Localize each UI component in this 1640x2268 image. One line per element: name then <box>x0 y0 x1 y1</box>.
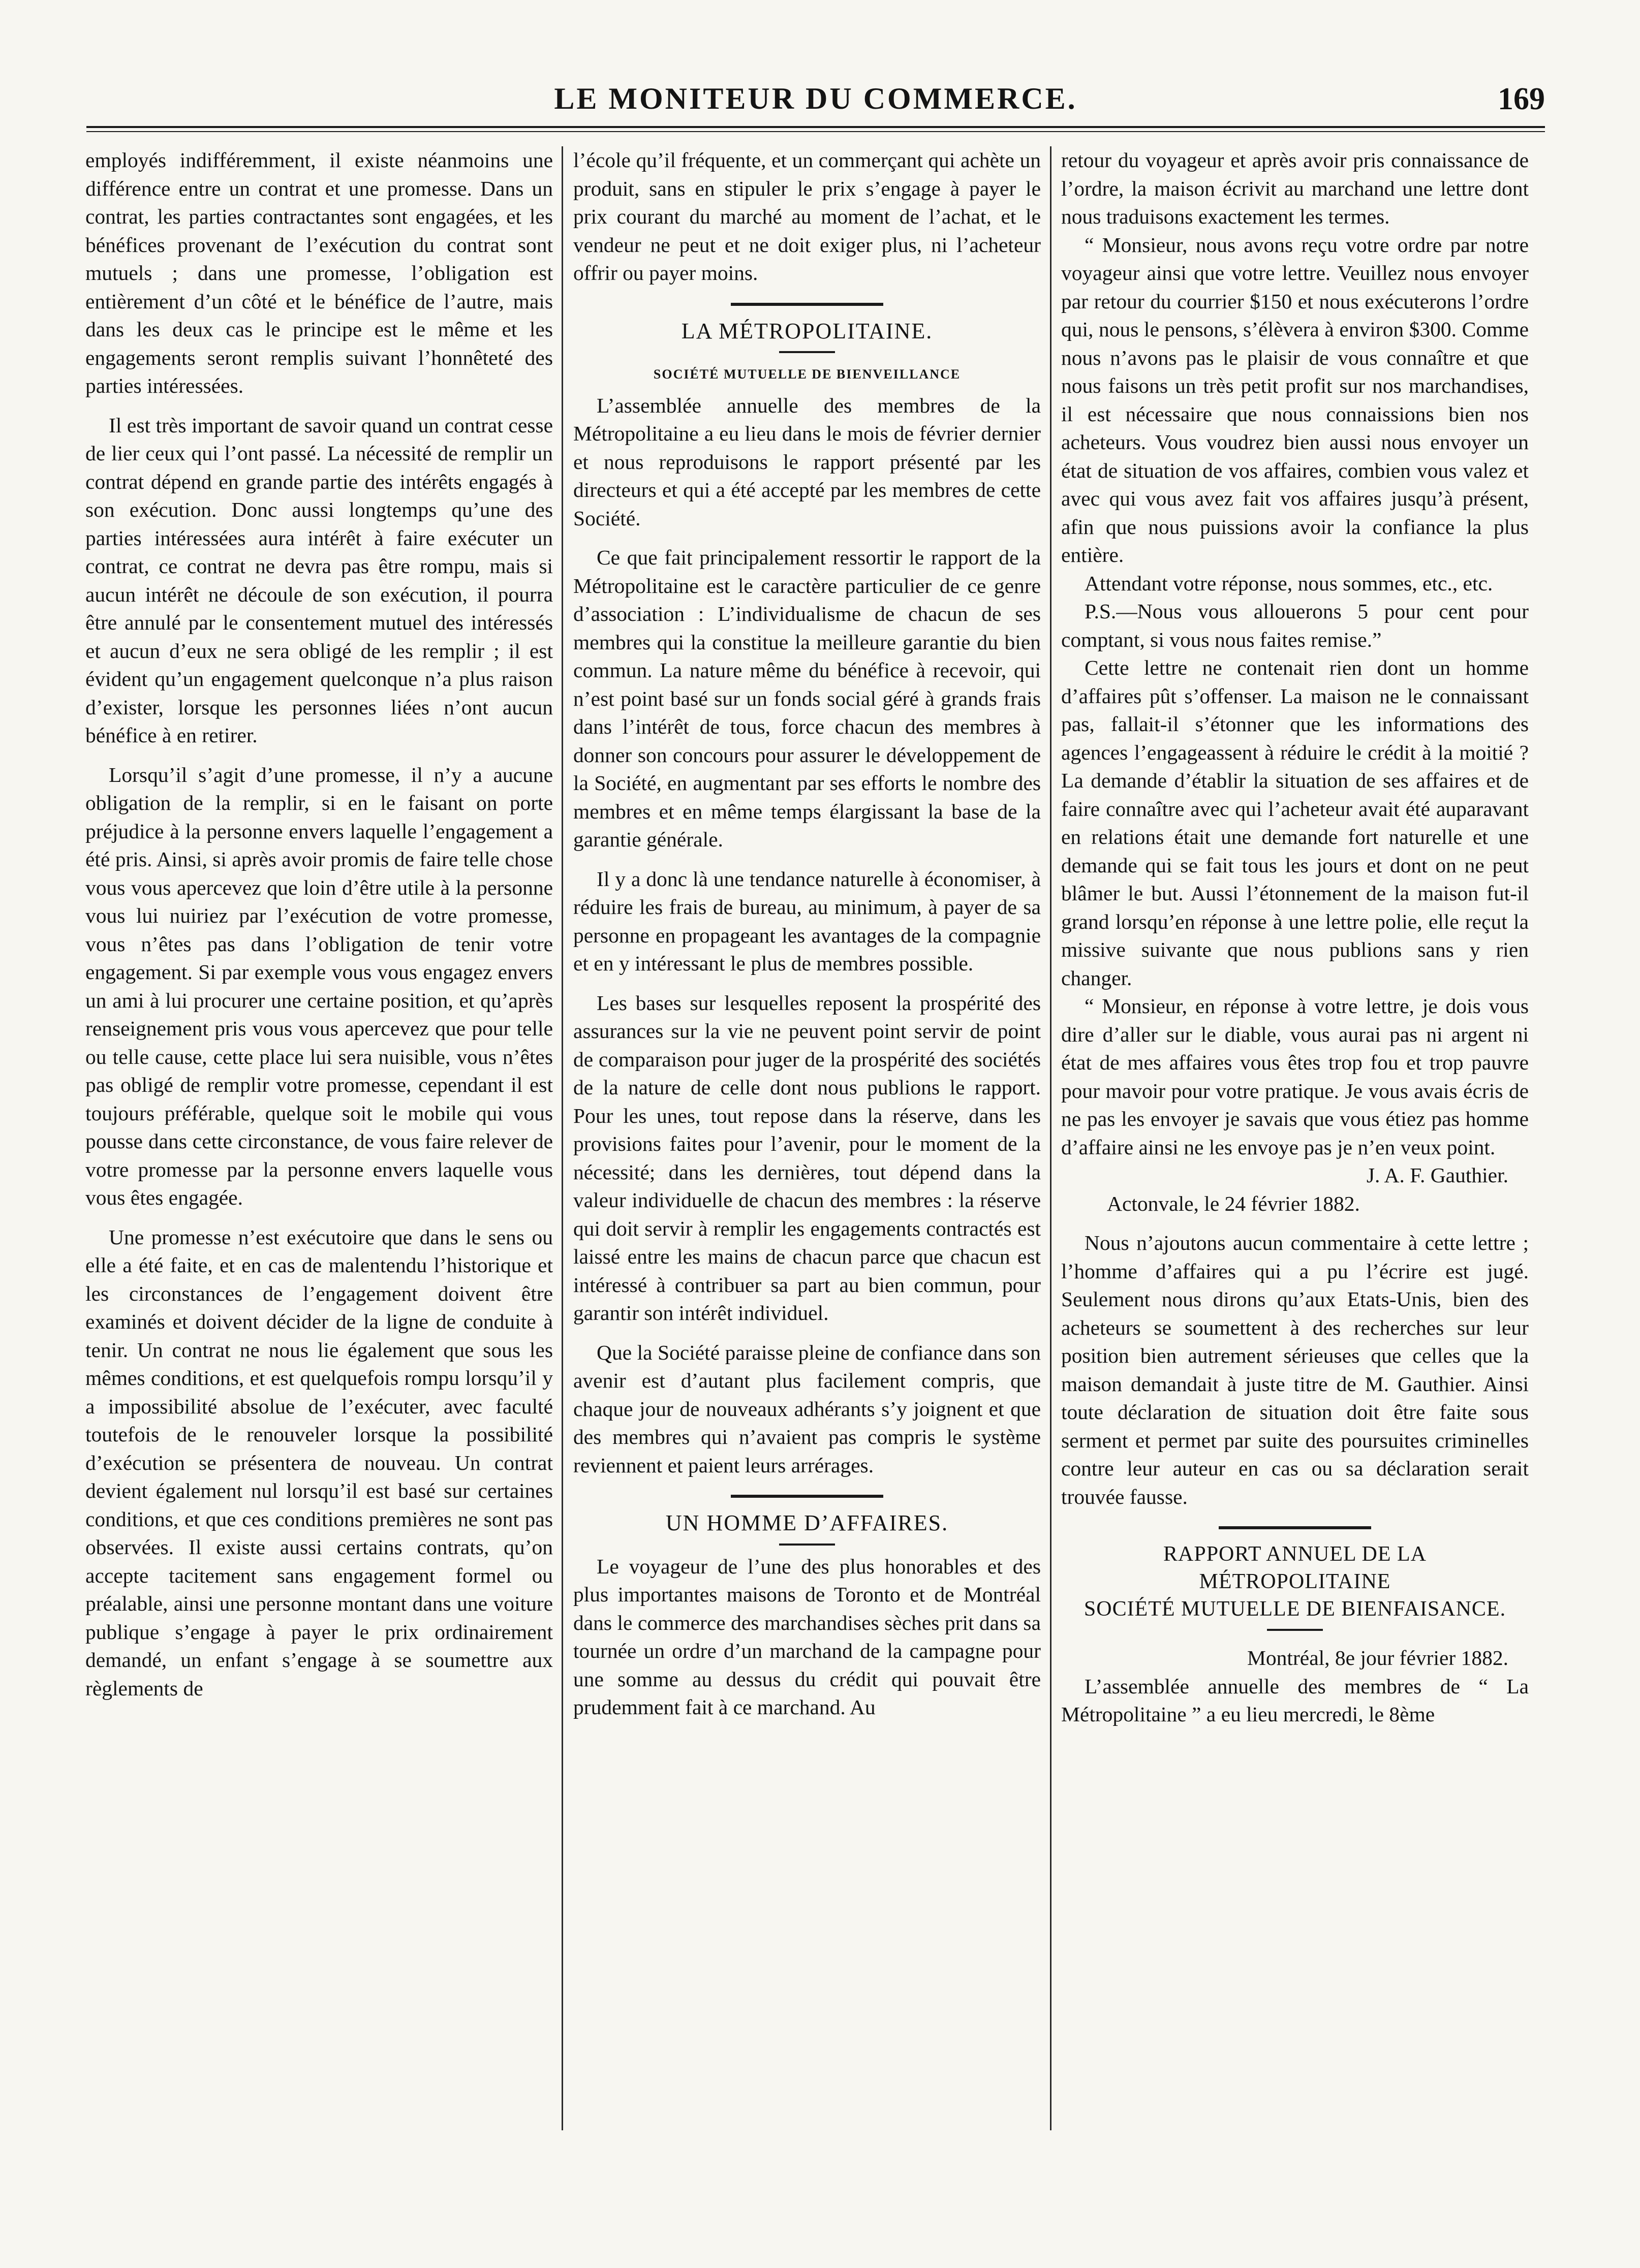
paragraph: P.S.—Nous vous allouerons 5 pour cent pour comptant, si vous nous faites remise.” <box>1061 600 1529 651</box>
title-divider <box>1267 1629 1323 1631</box>
column-3 <box>1061 146 1529 2199</box>
paragraph: Lorsqu’il s’agit d’une promesse, il n’y a aucune obligation de la remplir, si en le faisant on porte préjudice à la personne envers laquelle l’engagement a été pris. Ainsi, si après avoir promis de faire telle chose vous vous apercevez que loin d’être utile à la personne vous lui nuiriez par l’exécution de votre promesse, vous n’êtes pas dans l’obligation de tenir votre engagement. Si par exemple vous vous engagez envers un ami à lui procurer une certaine position, et qu’après renseignement pris vous vous apercevez que pour telle ou telle cause, cette place lui sera nuisible, vous n’êtes pas obligé de remplir votre promesse, cependant il est toujours préférable, quelque soit le mobile qui vous pousse dans cette circonstance, de vous faire relever de votre promesse par la personne envers laquelle vous vous êtes engagée. <box>85 763 553 1209</box>
paragraph: “ Monsieur, en réponse à votre lettre, je dois vous dire d’aller sur le diable, vous aurai pas ni argent ni état de mes affaires vous êtes trop fou et trop pauvre pour mavoir pour votre pratique. Je vous avais écris de ne pas les envoyer je savais que vous étiez pas homme d’affaire ainsi ne les envoye pas je n’en veux point. <box>1061 994 1529 1159</box>
section-divider <box>1219 1526 1371 1529</box>
paragraph: Ce que fait principalement ressortir le rapport de la Métropolitaine est le caractère particulier de ce genre d’association : L’individualisme de chacun de ses membres qui la constitue la meilleure garantie du bien commun. La nature même du bénéfice à recevoir, qui n’est point basé sur un fonds social géré à grands frais dans l’intérêt de tous, force chacun des membres à donner son concours pour assurer le développement de la Société, en augmentant par ses efforts le nombre des membres et en même temps élargissant la base de la garantie générale. <box>573 546 1041 851</box>
paragraph: Une promesse n’est exécutoire que dans le sens ou elle a été faite, et en cas de malentendu l’historique et les circonstances de l’engagement doivent être examinés et doivent décider de la ligne de conduite à tenir. Un contrat ne nous lie également que sous les mêmes conditions, et est quelquefois rompu lorsqu’il y a impossibilité absolue de l’exécuter, avec faculté toutefois de le renouveler lorsque la possibilité d’exécution se présentera de nouveau. Un contrat devient également nul lorsqu’il est basé sur certaines conditions, et que ces conditions premières ne sont pas observées. Il existe aussi certains contrats, qu’on accepte tacitement sans engagement formel ou préalable, ainsi une personne montant dans une voiture publique s’engage à payer le prix ordinairement demandé, un enfant s’engage à se soumettre aux règlements de <box>85 1225 553 1700</box>
paragraph: L’assemblée annuelle des membres de “ La Métropolitaine ” a eu lieu mercredi, le 8ème <box>1061 1674 1529 1726</box>
paragraph: Attendant votre réponse, nous sommes, etc., etc. <box>1085 571 1493 595</box>
section-title: LA MÉTROPOLITAINE. <box>681 318 933 343</box>
report-title-line: MÉTROPOLITAINE <box>1199 1570 1391 1593</box>
title-divider <box>779 351 835 353</box>
column-rule-right <box>1050 146 1051 2130</box>
place-date: Actonvale, le 24 février 1882. <box>1107 1191 1360 1215</box>
paragraph: retour du voyageur et après avoir pris connaissance de l’ordre, la maison écrivit au marchand une lettre dont nous traduisons exactement les termes. <box>1061 148 1529 228</box>
section-divider <box>731 1495 883 1498</box>
paragraph: l’école qu’il fréquente, et un commerçant qui achète un produit, sans en stipuler le prix s’engage à payer le prix courant du marché au moment de l’achat, et le vendeur ne peut et ne doit exiger plus, ni l’acheteur offrir ou payer moins. <box>573 148 1041 285</box>
section-subtitle: SOCIÉTÉ MUTUELLE DE BIENVEILLANCE <box>653 367 961 382</box>
signature: J. A. F. Gauthier. <box>1366 1163 1508 1187</box>
masthead: LE MONITEUR DU COMMERCE. <box>554 82 1077 115</box>
section-title: UN HOMME D’AFFAIRES. <box>665 1510 949 1535</box>
paragraph: Le voyageur de l’une des plus honorables et des plus importantes maisons de Toronto et de Montréal dans le commerce des marchandises sèches prit dans sa tournée un ordre d’un marchand de la campagne pour une somme au dessus du crédit qui pouvait être prudemment fait à ce marchand. Au <box>573 1554 1041 1719</box>
page-header <box>86 81 1545 130</box>
header-rule <box>86 126 1545 128</box>
section-divider <box>731 303 883 306</box>
report-dateline: Montréal, 8e jour février 1882. <box>1247 1646 1508 1670</box>
paragraph: Cette lettre ne contenait rien dont un homme d’affaires pût s’offenser. La maison ne le connaissant pas, fallait-il s’étonner que les informations des agences l’engageassent à réduire le crédit à la moitié ? La demande d’établir la situation de ses affaires et de faire connaître avec qui l’acheteur avait été auparavant en relations était une demande fort naturelle et une demande qui se fait tous les jours et dont on ne peut blâmer le but. Aussi l’étonnement de la maison fut-il grand lorsqu’en réponse à une lettre polie, elle reçut la missive suivante que nous publions sans y rien changer. <box>1061 656 1529 990</box>
paragraph: employés indifféremment, il existe néanmoins une différence entre un contrat et une promesse. Dans un contrat, les parties contractantes sont engagées, et les bénéfices provenant de l’exécution du contrat sont mutuels ; dans une promesse, l’obligation est entièrement d’un côté et le bénéfice de l’autre, mais dans les deux cas le principe est le même et les engagements seront remplis suivant l’honnêteté des parties intéressées. <box>85 148 553 397</box>
column-1 <box>85 146 553 2199</box>
page-number: 169 <box>1498 82 1545 116</box>
paragraph: L’assemblée annuelle des membres de la Métropolitaine a eu lieu dans le mois de février dernier et nous reproduisons le rapport présenté par les directeurs et qui a été accepté par les membres de cette Société. <box>573 393 1041 530</box>
header-rule-thin <box>86 131 1545 132</box>
column-rule-left <box>562 146 563 2130</box>
report-title <box>1061 1540 1529 1623</box>
report-title-line: SOCIÉTÉ MUTUELLE DE BIENFAISANCE. <box>1084 1597 1506 1621</box>
report-title-line: RAPPORT ANNUEL DE LA <box>1163 1542 1427 1566</box>
title-divider <box>779 1544 835 1546</box>
paragraph: Il y a donc là une tendance naturelle à économiser, à réduire les frais de bureau, au minimum, à payer de sa personne en propageant les avantages de la compagnie et en y intéressant le plus de membres possible. <box>573 867 1041 975</box>
paragraph: Que la Société paraisse pleine de confiance dans son avenir est d’autant plus facilement compris, que chaque jour de nouveaux adhérants s’y joignent et que des membres qui n’avaient pas compris le système reviennent et paient leurs arrérages. <box>573 1340 1041 1477</box>
column-2 <box>573 146 1041 2199</box>
paragraph: Nous n’ajoutons aucun commentaire à cette lettre ; l’homme d’affaires qui a pu l’écrire est jugé. Seulement nous dirons qu’aux Etats-Unis, bien des acheteurs se soumettent à des recherches sur leur position bien autrement sérieuses que celles que la maison demandait à juste titre de M. Gauthier. Ainsi toute déclaration de situation doit être faite sous serment et permet par suite des poursuites criminelles contre leur auteur en cas ou sa déclaration serait trouvée fausse. <box>1061 1231 1529 1508</box>
paragraph: “ Monsieur, nous avons reçu votre ordre par notre voyageur ainsi que votre lettre. Veuillez nous envoyer par retour du courrier $150 et nous exécuterons l’ordre qui, nous le pensons, s’élèvera à environ $300. Comme nous n’avons pas le plaisir de vous connaître et que nous faisons un très petit profit sur nos marchandises, il est nécessaire que nous connaissions bien nos acheteurs. Vous voudrez bien aussi nous envoyer un état de situation de vos affaires, combien vous valez et avec qui vous avez fait vos affaires jusqu’à présent, afin que nous puissions avoir la confiance la plus entière. <box>1061 233 1529 566</box>
paragraph: Les bases sur lesquelles reposent la prospérité des assurances sur la vie ne peuvent point servir de point de comparaison pour juger de la prospérité des sociétés de la nature de celle dont nous publions le rapport. Pour les unes, tout repose dans la réserve, dans les provisions faites pour l’avenir, pour le moment de la nécessité; dans les dernières, tout dépend dans la valeur individuelle de chacun des membres : la réserve qui doit servir à remplir les engagements contractés est laissé entre les mains de chacun parce que chacun est intéressé à contribuer sa part au bien commun, pour garantir son intérêt individuel. <box>573 991 1041 1325</box>
paragraph: Il est très important de savoir quand un contrat cesse de lier ceux qui l’ont passé. La nécessité de remplir un contrat dépend en grande partie des intérêts engagés à son exécution. Donc aussi longtemps qu’une des parties intéressées aura intérêt à faire exécuter un contrat, ce contrat ne devra pas être rompu, mais si aucun intérêt ne découle de son exécution, il pourra être annulé par le consentement mutuel des intéressés et aucun d’eux ne sera obligé de les remplir ; il est évident qu’un engagement quelconque n’a plus raison d’exister, lorsque les personnes liées n’ont aucun bénéfice à en retirer. <box>85 413 553 747</box>
